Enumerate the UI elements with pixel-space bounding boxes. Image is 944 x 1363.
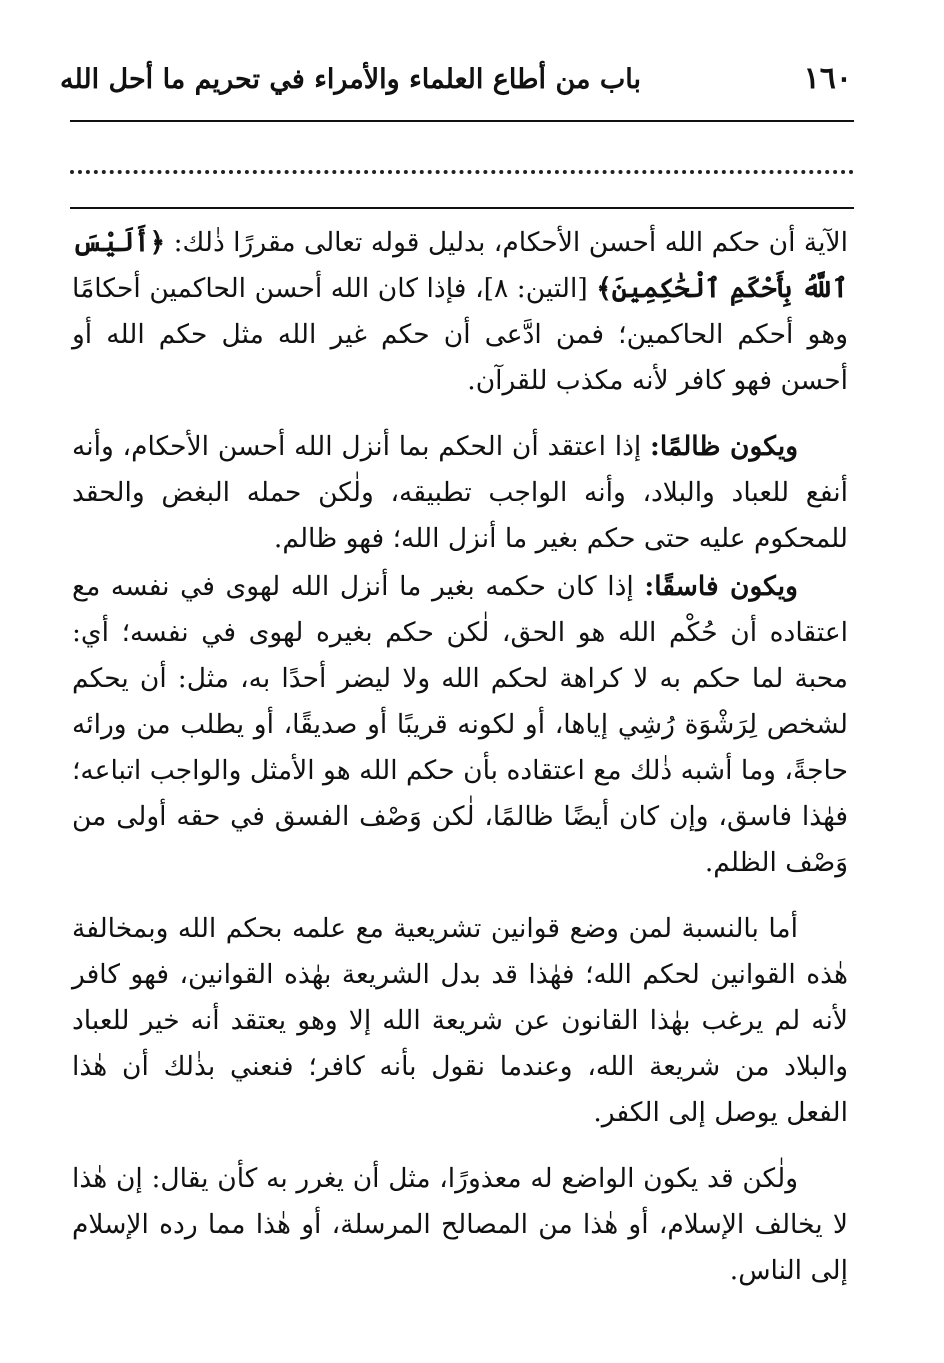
page-number: ١٦٠ bbox=[803, 61, 852, 96]
paragraph-1-text-end: [التين: ٨]، فإذا كان الله أحسن الحاكمين أحكامًا وهو أحكم الحاكمين؛ فمن ادَّعى أن حكم غير الله مثل حكم الله أو أحسن فهو كافر لأنه مكذب للقرآن. bbox=[72, 273, 848, 396]
paragraph-2 bbox=[72, 424, 848, 562]
paragraph-2-lead: ويكون ظالمًا: bbox=[650, 431, 798, 462]
paragraph-4: أما بالنسبة لمن وضع قوانين تشريعية مع علمه بحكم الله وبمخالفة هٰذه القوانين لحكم الله؛ فهٰذا قد بدل الشريعة بهٰذه القوانين، فهو كافر لأنه لم يرغب بهٰذا القانون عن شريعة الله إلا وهو يعتقد أنه خير للعباد والبلاد من شريعة الله، وعندما نقول بأنه كافر؛ فنعني بذٰلك أن هٰذا الفعل يوصل إلى الكفر. bbox=[72, 913, 848, 1128]
quran-verse: ﴿أَلَيْسَ ٱللَّهُ بِأَحْكَمِ ٱلْحَٰكِمِينَ﴾ bbox=[72, 227, 848, 304]
paragraph-1 bbox=[72, 220, 848, 404]
paragraph-5: ولٰكن قد يكون الواضع له معذورًا، مثل أن يغرر به كأن يقال: إن هٰذا لا يخالف الإسلام، أو هٰذا من المصالح المرسلة، أو هٰذا مما رده الإسلام إلى الناس. bbox=[72, 1163, 848, 1286]
body-text bbox=[72, 220, 848, 1294]
chapter-title: باب من أطاع العلماء والأمراء في تحريم ما أحل الله bbox=[60, 64, 642, 95]
paragraph-3-text: إذا كان حكمه بغير ما أنزل الله لهوى في نفسه مع اعتقاده أن حُكْم الله هو الحق، لٰكن حكم بغيره لهوى في نفسه؛ أي: محبة لما حكم به لا كراهة لحكم الله ولا ليضر أحدًا به، مثل: أن يحكم لشخص لِرَشْوَة رُشِي إياها، أو لكونه قريبًا أو صديقًا، أو يطلب من ورائه حاجةً، وما أشبه ذٰلك مع اعتقاده بأن حكم الله هو الأمثل والواجب اتباعه؛ فهٰذا فاسق، وإن كان أيضًا ظالمًا، لٰكن وَصْف الفسق في حقه أولى من وَصْف الظلم. bbox=[72, 571, 848, 878]
dotted-separator bbox=[70, 170, 854, 174]
header-rule bbox=[70, 120, 854, 122]
paragraph-3-lead: ويكون فاسقًا: bbox=[644, 571, 798, 602]
paragraph-2-text: إذا اعتقد أن الحكم بما أنزل الله أحسن الأحكام، وأنه أنفع للعباد والبلاد، وأنه الواجب تطبيقه، ولٰكن حمله البغض والحقد للمحكوم عليه حتى حكم بغير ما أنزل الله؛ فهو ظالم. bbox=[72, 431, 848, 554]
paragraph-3 bbox=[72, 564, 848, 886]
running-header bbox=[60, 58, 852, 108]
body-rule bbox=[70, 207, 854, 209]
paragraph-1-text-start: الآية أن حكم الله أحسن الأحكام، بدليل قوله تعالى مقررًا ذٰلك: bbox=[165, 227, 848, 258]
